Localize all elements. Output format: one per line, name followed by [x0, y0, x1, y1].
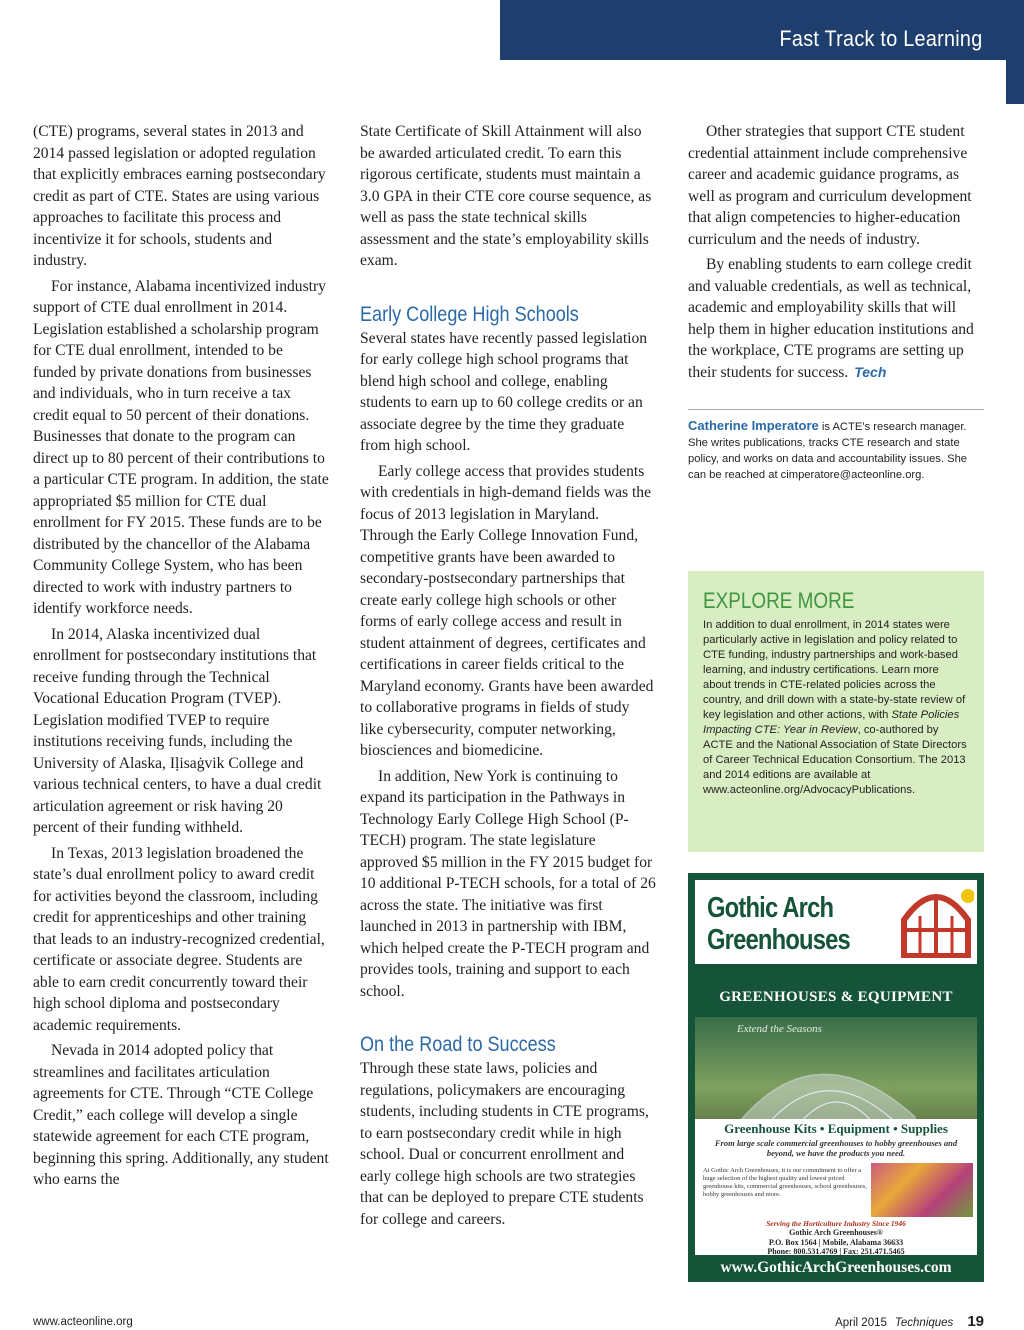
flowers-photo — [871, 1163, 973, 1217]
paragraph — [688, 254, 984, 383]
paragraph-text: By enabling students to earn college credit and valuable credentials, as well as technical, academic and employability skills that will help them in higher education institutions and the workplace, CTE programs are setting up their students for success. — [688, 256, 974, 381]
section-heading: Early College High Schools — [360, 302, 579, 326]
ad-since: Serving the Horticulture Industry Since 1946 — [766, 1219, 906, 1228]
ad-products: Greenhouse Kits • Equipment • Supplies — [724, 1121, 948, 1136]
running-header-title: Fast Track to Learning — [779, 26, 982, 51]
paragraph: Other strategies that support CTE student credential attainment include comprehensive career and academic guidance programs, as well as program and curriculum development that align competencies to higher-education curriculum and the needs of industry. — [688, 123, 972, 248]
explore-text: , co-authored by ACTE and the National Association of State Directors of Career Technical Education Consortium. The 2013 and 2014 editions are available at www.acteonline.org/AdvocacyPublications. — [703, 724, 967, 796]
author-name: Catherine Imperatore — [688, 418, 819, 433]
paragraph: Through these state laws, policies and regulations, policymakers are encouraging students, including students in CTE programs, to earn postsecondary credit while in high school. Dual or concurrent enrollment and early college high schools are two strategies that can be deployed to prepare CTE students for college and careers. — [360, 1060, 649, 1228]
footer-date: April 2015 — [835, 1317, 887, 1329]
ad-name-line: Greenhouses — [707, 924, 850, 956]
ad-address: P.O. Box 1564 | Mobile, Alabama 36633 — [768, 1237, 904, 1247]
footer-website: www.acteonline.org — [33, 1316, 133, 1328]
header-edge — [1006, 0, 1024, 104]
paragraph: Nevada in 2014 adopted policy that streamlines and facilitates articulation agreements for CTE. Through “CTE College Credit,” each college will develop a single statewide agreement for each CTE program, beginning this spring. Additionally, any student who earns the — [33, 1042, 329, 1188]
paragraph: For instance, Alabama incentivized industry support of CTE dual enrollment in 2014. Legislation established a scholarship program for CTE dual enrollment, intended to be funded by private donations from businesses and individuals, who in turn receive a tax credit equal to 50 percent of their donations. Businesses that donate to the program can direct up to 80 percent of their contributions to a particular CTE program. In addition, the state appropriated $5 million for CTE dual enrollment for FY 2015. These funds are to be distributed by the chancellor of the Alabama Community College System, who has been directed to work with industry partners to identify workforce needs. — [33, 277, 329, 617]
divider — [688, 409, 984, 410]
section-heading: On the Road to Success — [360, 1033, 556, 1056]
paragraph: In addition, New York is continuing to expand its participation in the Pathways in Technology Early College High School (P-TECH) program. The state legislature approved $5 million in the FY 2015 budget for 10 additional P-TECH schools, for a total of 26 across the state. The initiative was first launched in 2013 in partnership with IBM, which helped create the P-TECH program and provides tools, training and support to each school. — [360, 767, 656, 1000]
paragraph: In Texas, 2013 legislation broadened the state’s dual enrollment policy to award credit for activities beyond the classroom, including credit for apprenticeships and other training that leads to an industry-recognized credential, certificate or associate degree. Students are able to earn credit concurrently toward their high school diploma and postsecondary academic requirements. — [33, 844, 325, 1034]
greenhouse-arch-icon — [898, 886, 974, 958]
paragraph: State Certificate of Skill Attainment will also be awarded articulated credit. To earn this rigorous certificate, students must maintain a 3.0 GPA in their CTE core course sequence, as well as pass the state technical skills assessment and the state’s employability skills exam. — [360, 123, 652, 269]
column-1 — [33, 121, 329, 1195]
advertisement[interactable] — [688, 873, 984, 1282]
footer-info — [835, 1313, 984, 1330]
paragraph: In 2014, Alaska incentivized dual enrollment for postsecondary institutions that receive funding through the Technical Vocational Education Program (TVEP). Legislation modified TVEP to require institutions receiving funds, including the University of Alaska, Iḷisaġvik College and various technical centers, to have a dual credit articulation agreement or risk having 20 percent of their funding withheld. — [33, 625, 322, 836]
ad-logo-panel — [695, 880, 977, 964]
ad-company: Gothic Arch Greenhouses® — [789, 1228, 883, 1237]
ad-phone: Phone: 800.531.4769 | Fax: 251.471.5465 — [767, 1247, 905, 1256]
explore-more-title: EXPLORE MORE — [703, 588, 855, 613]
footer-magazine: Techniques — [894, 1317, 954, 1329]
page-number: 19 — [967, 1313, 984, 1330]
ad-commitment: At Gothic Arch Greenhouses, it is our commitment to offer a huge selection of the highest quality and lowest priced greenhouse kits, commercial greenhouses, school greenhouses, hobby greenhouses and more. — [703, 1167, 867, 1198]
explore-text: In addition to dual enrollment, in 2014 states were particularly active in legislation and policy related to CTE funding, industry partnerships and work-based learning, and industry certifications. Learn more about trends in CTE-related policies across the country, and drill down with a state-by-state review of key legislation and other actions, with — [703, 619, 966, 721]
author-bio-text: is ACTE’s research manager. She writes publications, tracks CTE research and state policy, and works on data and accountability issues. She can be reached at cimperatore@acteonline.org. — [688, 421, 968, 481]
column-2 — [360, 121, 656, 1234]
column-3 — [688, 121, 984, 483]
end-mark-logo: Tech — [854, 363, 887, 380]
author-bio — [688, 418, 984, 483]
paragraph: Several states have recently passed legislation for early college high school programs that blend high school and college, enabling students to earn up to 60 college credits or an associate degree by the time they graduate from high school. — [360, 329, 648, 454]
ad-url-link[interactable]: www.GothicArchGreenhouses.com — [720, 1259, 952, 1276]
ad-name-line: Gothic Arch — [707, 892, 834, 924]
ad-company-name — [707, 892, 850, 956]
ad-info-panel — [695, 1119, 977, 1255]
ad-contact — [695, 1228, 977, 1257]
paragraph: Early college access that provides students with credentials in high-demand fields was the focus of 2013 legislation in Maryland. Through the Early College Innovation Fund, competitive grants have been awarded to secondary-postsecondary partnerships that create early college high schools or other forms of early college access and result in student attainment of degrees, certificates and certifications in career fields critical to the Maryland economy. Grants have been awarded to collaborative programs in fields of study like cybersecurity, computer networking, biosciences and biomedicine. — [360, 462, 654, 759]
paragraph: (CTE) programs, several states in 2013 and 2014 passed legislation or adopted regulation that explicitly embraces earning postsecondary credit as part of CTE. States are using various approaches to facilitate this process and incentivize it for schools, students and industry. — [33, 123, 326, 269]
explore-more-box — [688, 571, 984, 852]
ad-photo-caption: Extend the Seasons — [737, 1023, 822, 1035]
publication-title: State Policies Impacting CTE: Year in Review — [703, 709, 960, 736]
ad-subtitle: GREENHOUSES & EQUIPMENT — [719, 989, 953, 1005]
ad-tagline: From large scale commercial greenhouses to hobby greenhouses and beyond, we have the products you need. — [714, 1138, 958, 1158]
explore-more-body — [703, 618, 969, 798]
